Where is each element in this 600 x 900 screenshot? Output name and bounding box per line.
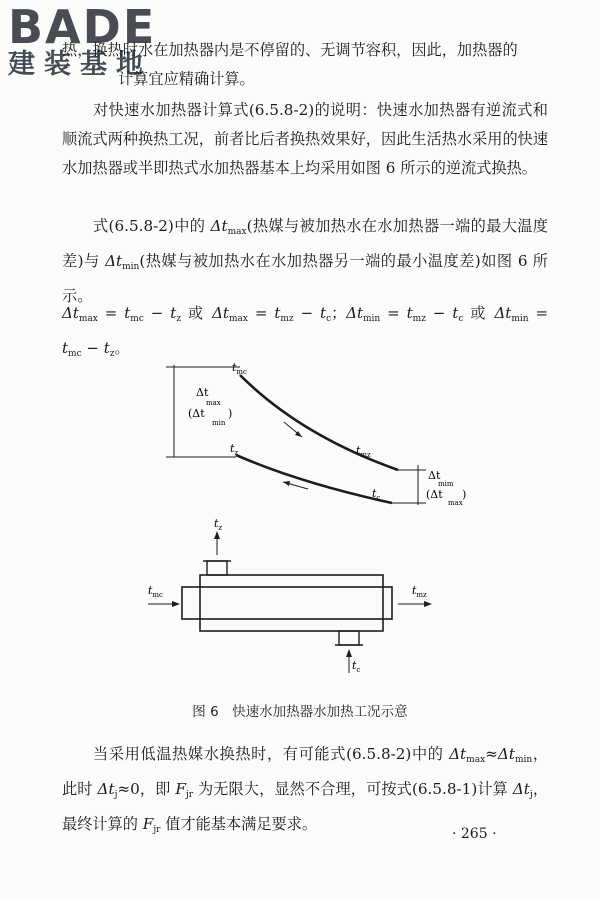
heated-water-curve [236, 455, 392, 503]
label-dt-max-right-close: ) [462, 488, 467, 501]
label-dt-min-left-sub: min [212, 419, 226, 427]
label-t-z-lower: $t_z$ [214, 517, 223, 532]
figure-caption: 图 6 快速水加热器水加热工况示意 [192, 704, 408, 720]
label-dt-min-left: (Δt [188, 407, 205, 420]
heating-medium-curve [240, 375, 398, 470]
heat-exchanger-diagram [0, 355, 600, 695]
paragraph-low-temp: 当采用低温热媒水换热时，有可能式(6.5.8-2)中的 $\Delta t_{max}\approx\Delta t_{min}$，此时 $\Delta t_j\approx 0$，即 $F_{jr}$ 为无限大，显然不合理，可按式(6.5.8-1)计算 $\Delta t_j$，最终计算的 $F_{jr}$ 值才能基本满足要求。 [62, 745, 549, 835]
label-dt-max-left-sub: max [206, 399, 221, 407]
label-dt-min-right: Δt [428, 469, 441, 482]
label-dt-max-right: (Δt [426, 488, 443, 501]
logo-subtitle: 建装基地 [8, 49, 152, 80]
top-nozzle [207, 561, 227, 575]
label-t-z-upper: $t_z$ [230, 442, 239, 457]
delta-t-symbol-2: Δt [105, 252, 123, 270]
label-t-c-upper: $t_c$ [372, 487, 381, 502]
paragraph-continuation [62, 36, 548, 94]
exchanger-tube [182, 587, 392, 619]
exchanger-shell [200, 575, 383, 631]
para3-mid: (热媒与被加热水在水加热器一端的最大温度差)与 [62, 217, 548, 270]
label-t-mz: $t_{mz}$ [356, 444, 371, 459]
page-number: · 265 · [452, 826, 497, 842]
delta-t-symbol: Δt [210, 217, 228, 235]
formula-line1: $\Delta t_{max} = t_{mc} - t_z$ 或 $\Delta t_{max} = t_{mz} - t_c$；$\Delta t_{min} = t_{mz} - t_c$ 或 $\Delta t_{min}$ = [62, 304, 549, 324]
para3-suffix: (热媒与被加热水在水加热器另一端的最小温度差)如图 6 所示。 [62, 252, 548, 305]
label-dt-max-left: Δt [196, 386, 209, 399]
paragraph-counterflow: 对快速水加热器计算式(6.5.8-2)的说明：快速水加热器有逆流式和顺流式两种换热工况，前者比后者换热效果好，因此生活热水采用的快速水加热器或半即热式水加热器基本上均采用如图 6 所示的逆流式换热。 [62, 101, 548, 177]
bottom-nozzle [339, 631, 359, 645]
label-dt-max-right-sub: max [448, 499, 463, 507]
delta-t-max-sub: max [227, 227, 247, 237]
paragraph-delta-definition [62, 212, 548, 311]
delta-t-min-sub: min [122, 262, 140, 272]
para3-prefix: 式(6.5.8-2)中的 [93, 217, 211, 235]
logo-text: BADE [8, 0, 157, 54]
para1-line1: 热，换热时水在加热器内是不停留的、无调节容积，因此，加热器的 [62, 41, 518, 59]
para1-line2: 计算宜应精确计算。 [118, 70, 255, 88]
formula-line2: $t_{mc} - t_z$。 [62, 339, 130, 359]
label-dt-min-left-close: ) [228, 407, 233, 420]
label-dt-min-right-sub: mim [438, 480, 454, 488]
label-t-mc: $t_{mc}$ [232, 361, 247, 376]
label-t-mz-lower: $t_{mz}$ [412, 584, 427, 599]
label-t-c-lower: $t_c$ [352, 659, 361, 674]
label-t-mc-lower: $t_{mc}$ [148, 584, 163, 599]
